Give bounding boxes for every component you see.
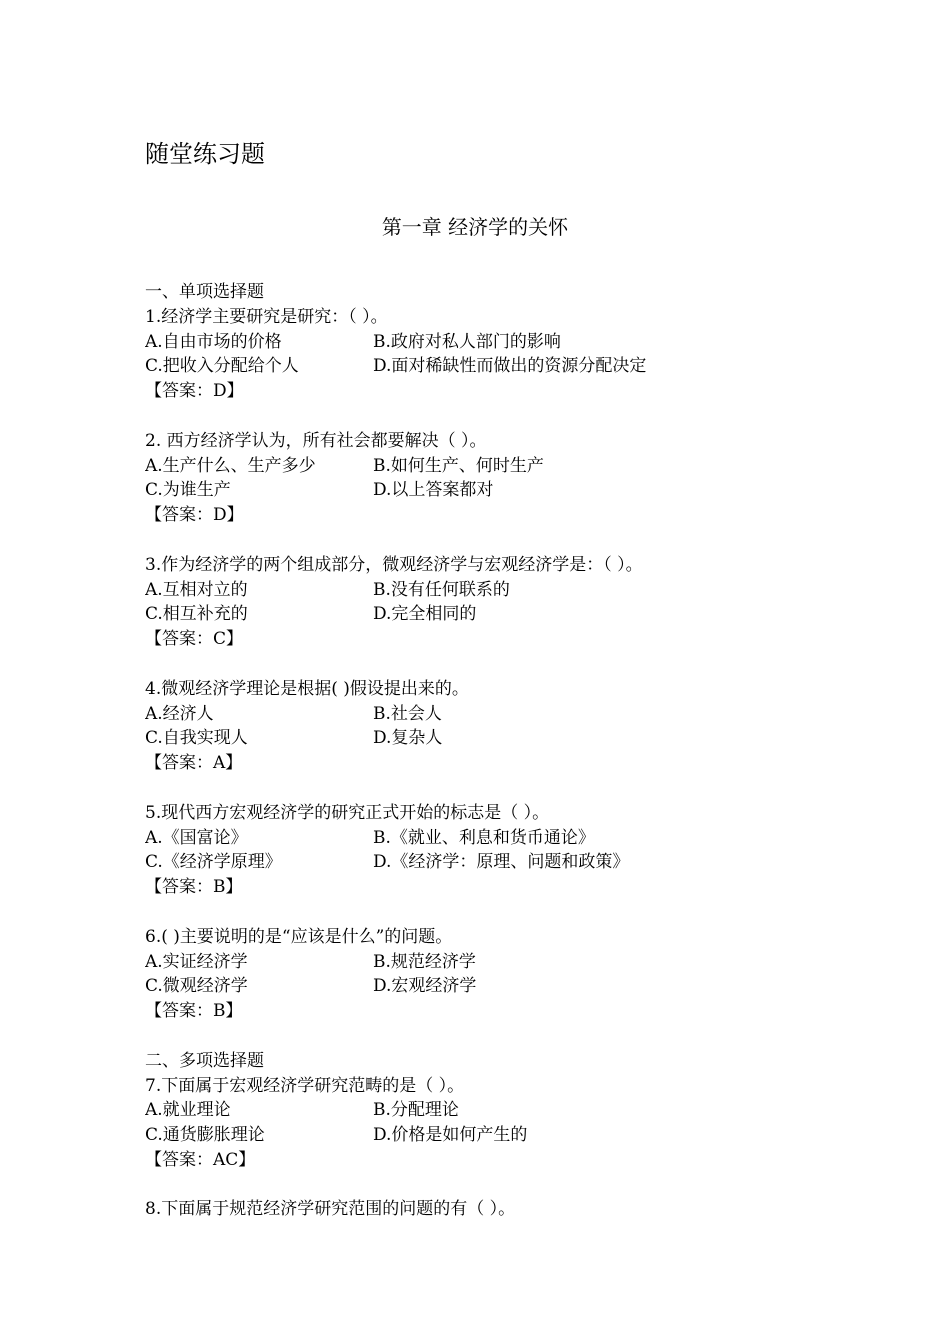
spacer	[145, 652, 845, 677]
section-heading-multiple-choice: 二、多项选择题	[145, 1050, 264, 1071]
option-a: A.互相对立的	[145, 579, 248, 600]
option-b: B.规范经济学	[373, 951, 476, 972]
option-c: C.微观经济学	[145, 976, 248, 997]
option-d: D.宏观经济学	[373, 976, 477, 997]
option-d: D.面对稀缺性而做出的资源分配决定	[373, 356, 647, 377]
spacer	[145, 528, 845, 553]
option-d: D.价格是如何产生的	[373, 1125, 528, 1146]
option-row	[145, 974, 845, 999]
option-row	[145, 454, 845, 479]
answer-line: 【答案：B】	[145, 1001, 243, 1022]
spacer	[145, 1173, 845, 1198]
option-c: C.自我实现人	[145, 728, 248, 749]
question-content	[145, 280, 845, 1222]
option-row	[145, 578, 845, 603]
option-c: C.通货膨胀理论	[145, 1125, 265, 1146]
answer-line: 【答案：AC】	[145, 1149, 256, 1170]
option-row	[145, 950, 845, 975]
answer-line: 【答案：D】	[145, 381, 244, 402]
spacer	[145, 404, 845, 429]
option-a: A.生产什么、生产多少	[145, 455, 316, 476]
option-row	[145, 1098, 845, 1123]
option-d: D.《经济学：原理、问题和政策》	[373, 852, 630, 873]
question-stem: 7.下面属于宏观经济学研究范畴的是（ ）。	[145, 1075, 465, 1096]
question-stem: 5.现代西方宏观经济学的研究正式开始的标志是（ ）。	[145, 802, 550, 823]
document-title: 随堂练习题	[145, 140, 265, 168]
option-d: D.以上答案都对	[373, 480, 494, 501]
option-c: C.《经济学原理》	[145, 852, 282, 873]
option-row	[145, 850, 845, 875]
option-row	[145, 602, 845, 627]
option-d: D.完全相同的	[373, 604, 477, 625]
chapter-title: 第一章 经济学的关怀	[381, 215, 569, 239]
option-row	[145, 354, 845, 379]
spacer	[145, 1024, 845, 1049]
option-d: D.复杂人	[373, 728, 443, 749]
question-stem: 6.( )主要说明的是“应该是什么”的问题。	[145, 926, 453, 947]
question-stem: 2. 西方经济学认为，所有社会都要解决（ ）。	[145, 430, 487, 451]
spacer	[145, 776, 845, 801]
option-a: A.实证经济学	[145, 951, 248, 972]
option-a: A.就业理论	[145, 1100, 231, 1121]
question-stem: 8.下面属于规范经济学研究范围的问题的有（ ）。	[145, 1199, 516, 1220]
option-a: A.《国富论》	[145, 827, 248, 848]
section-heading-single-choice: 一、单项选择题	[145, 282, 264, 302]
option-row	[145, 1123, 845, 1148]
option-row	[145, 330, 845, 355]
option-b: B.如何生产、何时生产	[373, 455, 544, 476]
answer-line: 【答案：C】	[145, 629, 244, 650]
option-c: C.相互补充的	[145, 604, 248, 625]
question-stem: 3.作为经济学的两个组成部分，微观经济学与宏观经济学是：（ ）。	[145, 554, 643, 575]
option-a: A.经济人	[145, 703, 214, 724]
question-stem: 1.经济学主要研究是研究：（ ）。	[145, 306, 388, 327]
answer-line: 【答案：B】	[145, 877, 243, 898]
option-row	[145, 478, 845, 503]
option-row	[145, 702, 845, 727]
option-a: A.自由市场的价格	[145, 331, 282, 352]
option-b: B.《就业、利息和货币通论》	[373, 827, 595, 848]
option-b: B.没有任何联系的	[373, 579, 510, 600]
option-row	[145, 826, 845, 851]
answer-line: 【答案：D】	[145, 505, 244, 526]
question-stem: 4.微观经济学理论是根据( )假设提出来的。	[145, 678, 469, 699]
option-b: B.社会人	[373, 703, 442, 724]
option-row	[145, 726, 845, 751]
option-b: B.分配理论	[373, 1100, 459, 1121]
option-b: B.政府对私人部门的影响	[373, 331, 561, 352]
spacer	[145, 900, 845, 925]
answer-line: 【答案：A】	[145, 753, 243, 774]
option-c: C.把收入分配给个人	[145, 356, 299, 377]
option-c: C.为谁生产	[145, 480, 231, 501]
